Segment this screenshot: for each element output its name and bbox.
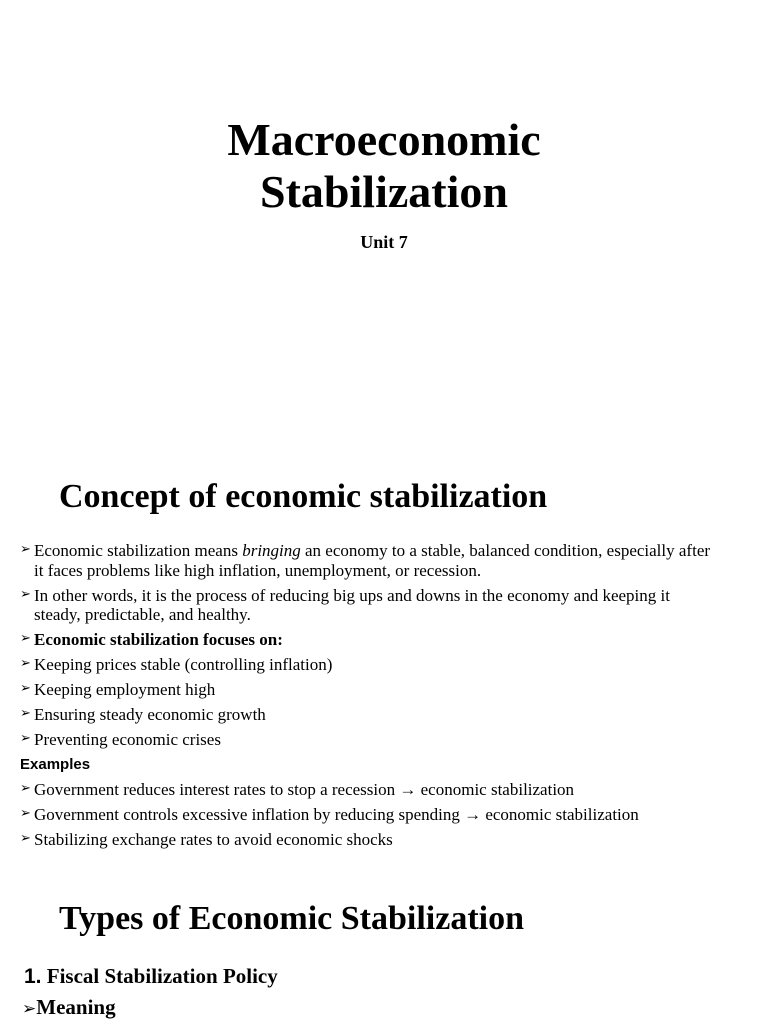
arrow-bullet-icon: ➢ [20, 656, 31, 671]
arrow-bullet-icon: ➢ [20, 731, 31, 746]
list-item [20, 830, 720, 850]
arrow-bullet-icon: ➢ [20, 631, 31, 646]
concept-bullet-list [20, 541, 720, 855]
list-item [20, 705, 720, 725]
list-item [20, 655, 720, 675]
examples-label: Examples [20, 756, 91, 773]
document-subtitle: Unit 7 [360, 232, 408, 252]
list-item-text: Ensuring steady economic growth [34, 705, 266, 724]
arrow-bullet-icon: ➢ [20, 706, 31, 721]
meaning-item [22, 995, 116, 1020]
list-item [20, 680, 720, 700]
list-item-text: Keeping employment high [34, 680, 216, 699]
arrow-bullet-icon: ➢ [20, 586, 31, 602]
arrow-bullet-icon: ➢ [22, 999, 37, 1019]
list-item [20, 586, 720, 625]
document-title [0, 114, 768, 218]
list-item [20, 541, 720, 580]
example-text: Government controls excessive inflation by reducing spending → economic stabilization [34, 805, 639, 824]
list-item-text: Keeping prices stable (controlling inflation) [34, 655, 333, 674]
arrow-bullet-icon: ➢ [20, 681, 31, 696]
fiscal-number: 1. [24, 965, 42, 988]
list-item [20, 805, 720, 825]
title-block [0, 114, 768, 253]
title-line-1: Macroeconomic [227, 114, 541, 165]
types-heading: Types of Economic Stabilization [59, 900, 524, 937]
fiscal-title: Fiscal Stabilization Policy [46, 964, 278, 988]
example-text: Stabilizing exchange rates to avoid economic shocks [34, 830, 393, 849]
list-item-text: In other words, it is the process of reducing big ups and downs in the economy and keeping it steady, predictable, and healthy. [34, 585, 670, 624]
meaning-label: Meaning [36, 995, 116, 1019]
arrow-bullet-icon: ➢ [20, 831, 31, 846]
arrow-bullet-icon: ➢ [20, 806, 31, 821]
example-text: Government reduces interest rates to stop a recession → economic stabilization [34, 780, 575, 799]
title-line-2: Stabilization [260, 166, 508, 217]
fiscal-policy-heading [24, 964, 278, 989]
list-item [20, 730, 720, 750]
list-item-text: Economic stabilization focuses on: [34, 630, 283, 649]
arrow-bullet-icon: ➢ [20, 542, 31, 557]
list-item [20, 630, 720, 650]
arrow-bullet-icon: ➢ [20, 781, 31, 796]
concept-heading: Concept of economic stabilization [59, 478, 548, 515]
list-item-text: Economic stabilization means bringing an economy to a stable, balanced condition, especially after it faces problems like high inflation, unemployment, or recession. [34, 541, 711, 580]
list-item [20, 780, 720, 800]
list-item-text: Preventing economic crises [34, 730, 221, 749]
